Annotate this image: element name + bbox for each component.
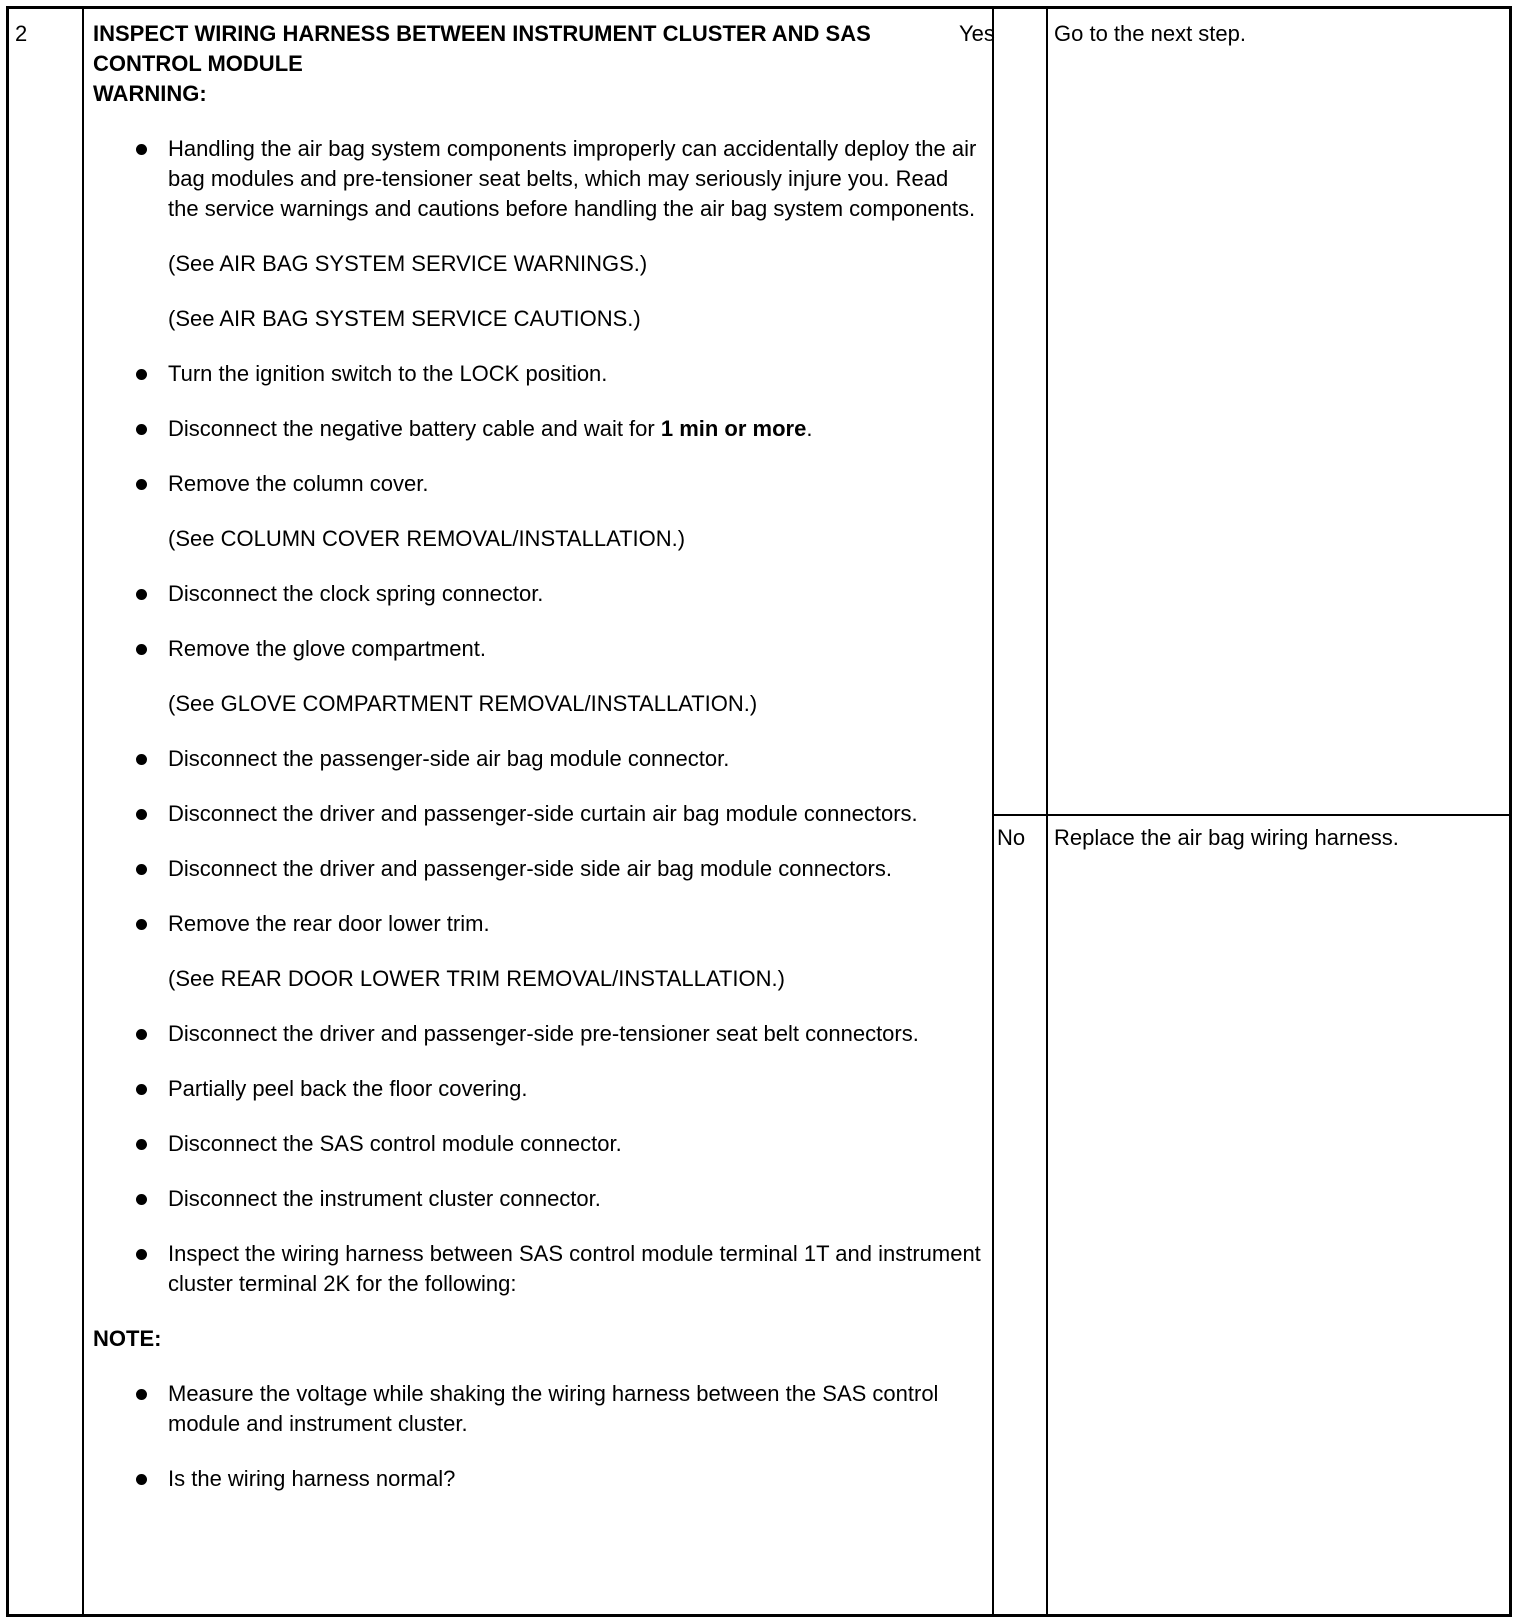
answer-no-action: Replace the air bag wiring harness.	[1054, 825, 1399, 850]
bullet-icon	[136, 1029, 147, 1040]
bullet-icon	[136, 1474, 147, 1485]
bullet-icon	[136, 479, 147, 490]
list-item	[168, 1074, 983, 1104]
bullet-icon	[136, 1139, 147, 1150]
list-item	[168, 1239, 983, 1299]
list-item-text: Turn the ignition switch to the LOCK position.	[168, 361, 608, 386]
list-item-text: Remove the glove compartment.	[168, 636, 486, 661]
column-divider	[992, 9, 994, 1614]
bullet-icon	[136, 589, 147, 600]
answer-no-label: No	[997, 825, 1026, 850]
bullet-icon	[136, 424, 147, 435]
step-content	[93, 19, 983, 1494]
list-item-text: Disconnect the driver and passenger-side side air bag module connectors.	[168, 856, 892, 881]
list-item-text: Disconnect the driver and passenger-side pre-tensioner seat belt connectors.	[168, 1021, 919, 1046]
bullet-icon	[136, 644, 147, 655]
list-item	[168, 134, 983, 334]
bullet-icon	[136, 369, 147, 380]
list-item	[168, 1129, 983, 1159]
list-item-text: Inspect the wiring harness between SAS control module terminal 1T and instrument cluster terminal 2K for the following:	[168, 1241, 981, 1296]
list-item-text: Disconnect the instrument cluster connector.	[168, 1186, 601, 1211]
list-item	[168, 579, 983, 609]
row-divider	[992, 814, 1509, 816]
bullet-icon	[136, 144, 147, 155]
list-item	[168, 909, 983, 994]
list-item-text: Is the wiring harness normal?	[168, 1466, 456, 1491]
list-item-text: Disconnect the passenger-side air bag module connector.	[168, 746, 730, 771]
reference-text: (See GLOVE COMPARTMENT REMOVAL/INSTALLATION.)	[168, 691, 758, 716]
list-item	[168, 799, 983, 829]
reference-text: (See COLUMN COVER REMOVAL/INSTALLATION.)	[168, 526, 686, 551]
bullet-icon	[136, 809, 147, 820]
list-item	[168, 414, 983, 444]
bullet-icon	[136, 754, 147, 765]
reference-text: (See AIR BAG SYSTEM SERVICE CAUTIONS.)	[168, 306, 641, 331]
list-item	[168, 854, 983, 884]
list-item	[168, 359, 983, 389]
step-number: 2	[15, 21, 28, 46]
reference-text: (See REAR DOOR LOWER TRIM REMOVAL/INSTALLATION.)	[168, 966, 785, 991]
procedure-list	[93, 134, 983, 1299]
step-heading: INSPECT WIRING HARNESS BETWEEN INSTRUMENT CLUSTER AND SAS CONTROL MODULE	[93, 21, 871, 76]
list-item	[168, 1184, 983, 1214]
note-list	[93, 1379, 983, 1494]
bullet-icon	[136, 1194, 147, 1205]
reference-text: (See AIR BAG SYSTEM SERVICE WARNINGS.)	[168, 251, 648, 276]
list-item-text: Disconnect the negative battery cable and wait for	[168, 416, 661, 441]
list-item-text: Partially peel back the floor covering.	[168, 1076, 528, 1101]
column-divider	[82, 9, 84, 1614]
list-item	[168, 469, 983, 554]
list-item-text: Remove the column cover.	[168, 471, 429, 496]
list-item-text: Disconnect the clock spring connector.	[168, 581, 544, 606]
diagnostic-step-table	[6, 6, 1512, 1617]
bullet-icon	[136, 919, 147, 930]
list-item-text: Remove the rear door lower trim.	[168, 911, 490, 936]
bullet-icon	[136, 1249, 147, 1260]
list-item-text: .	[806, 416, 813, 441]
bullet-icon	[136, 864, 147, 875]
bullet-icon	[136, 1084, 147, 1095]
list-item-text: Disconnect the SAS control module connector.	[168, 1131, 622, 1156]
note-label: NOTE:	[93, 1326, 162, 1351]
list-item-text: Measure the voltage while shaking the wiring harness between the SAS control module and instrument cluster.	[168, 1381, 939, 1436]
list-item-text: Disconnect the driver and passenger-side curtain air bag module connectors.	[168, 801, 918, 826]
list-item	[168, 1464, 983, 1494]
list-item	[168, 634, 983, 719]
answer-yes-action: Go to the next step.	[1054, 21, 1247, 46]
warning-label: WARNING:	[93, 81, 207, 106]
list-item-text: Handling the air bag system components improperly can accidentally deploy the air bag modules and pre-tensioner seat belts, which may seriously injure you. Read the service warnings and cautions before handling the air bag system components.	[168, 136, 977, 221]
column-divider	[1046, 9, 1048, 1614]
list-item-emphasis: 1 min or more	[660, 416, 807, 441]
list-item	[168, 1019, 983, 1049]
list-item	[168, 744, 983, 774]
bullet-icon	[136, 1389, 147, 1400]
list-item	[168, 1379, 983, 1439]
answer-yes-label: Yes	[959, 21, 995, 46]
